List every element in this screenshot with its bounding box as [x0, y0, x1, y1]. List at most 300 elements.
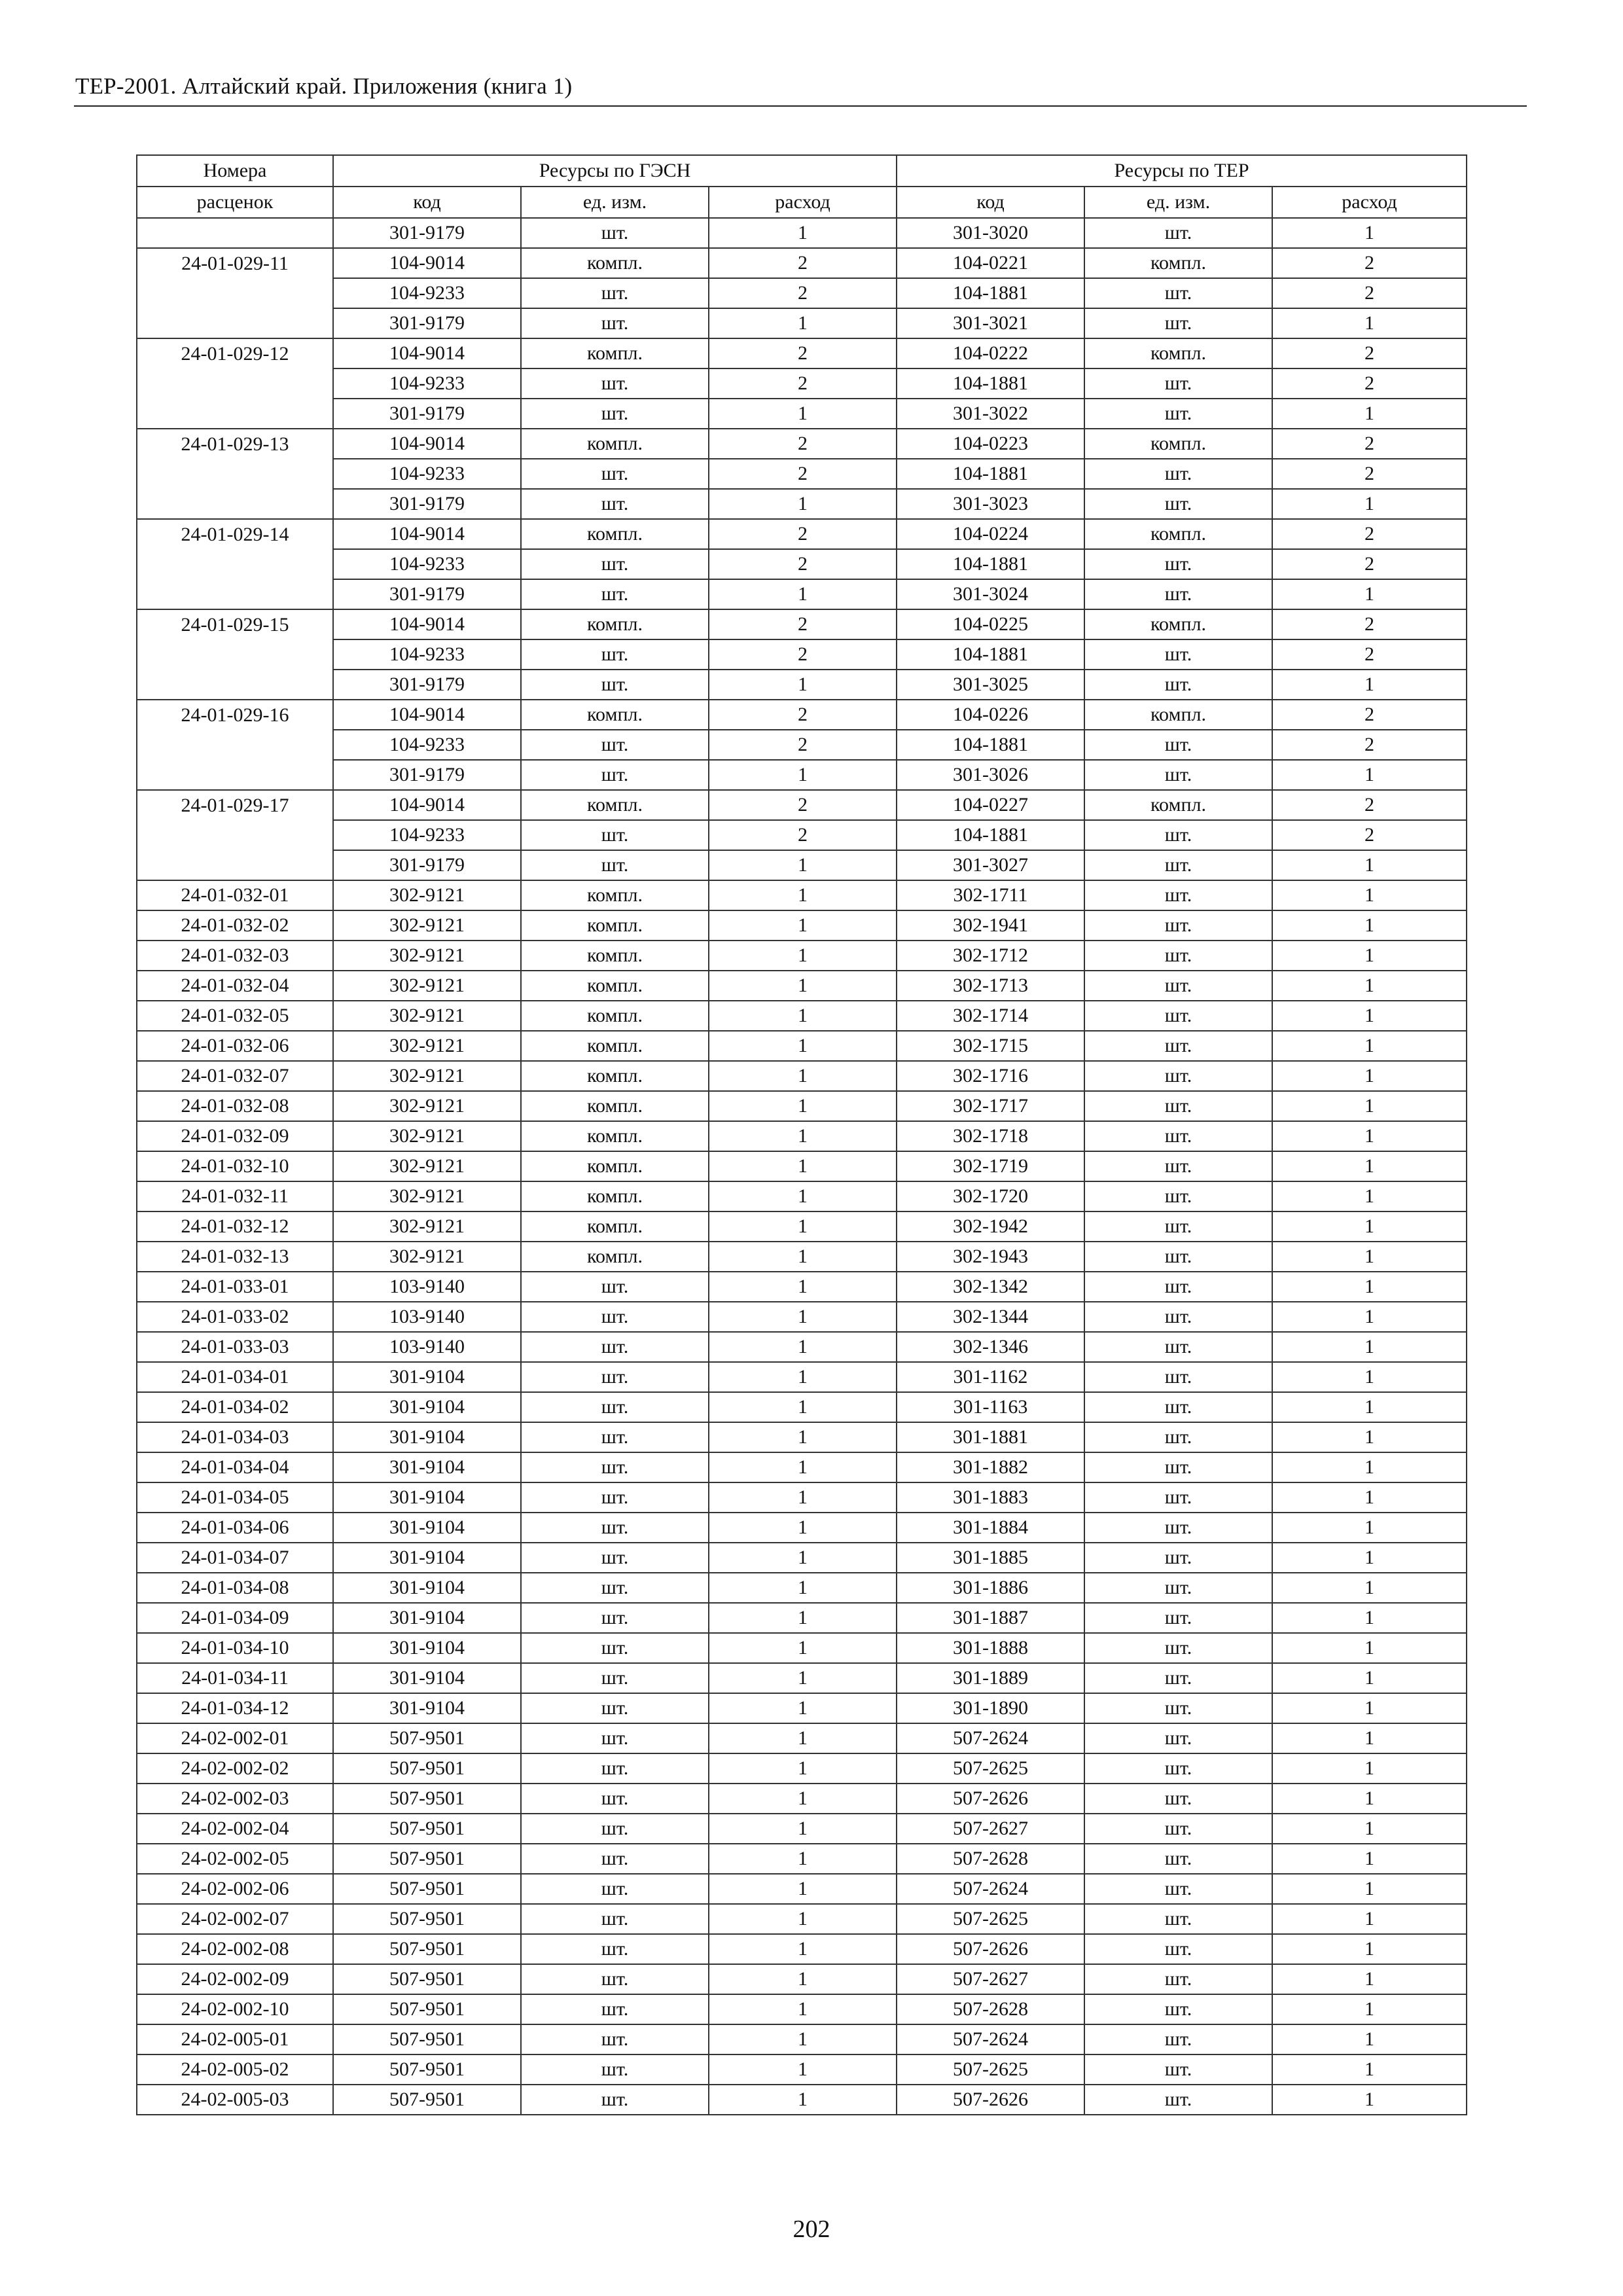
rate-number-cell: [137, 760, 333, 790]
table-row: [137, 760, 1467, 790]
rate-number-cell: 24-01-032-13: [137, 1242, 333, 1272]
gesn-amount-cell: 1: [709, 1753, 897, 1784]
ter-code-cell: 104-0223: [897, 429, 1084, 459]
gesn-code-cell: 302-9121: [333, 971, 521, 1001]
gesn-code-cell: 104-9233: [333, 278, 521, 308]
ter-amount-cell: 2: [1272, 639, 1467, 670]
gesn-unit-cell: компл.: [521, 941, 709, 971]
gesn-code-cell: 301-9179: [333, 399, 521, 429]
gesn-unit-cell: компл.: [521, 519, 709, 549]
gesn-amount-cell: 1: [709, 880, 897, 910]
ter-unit-cell: компл.: [1084, 429, 1272, 459]
gesn-amount-cell: 2: [709, 639, 897, 670]
ter-amount-cell: 2: [1272, 700, 1467, 730]
ter-amount-cell: 2: [1272, 459, 1467, 489]
header-gesn-code: код: [333, 187, 521, 218]
ter-code-cell: 104-1881: [897, 639, 1084, 670]
gesn-code-cell: 103-9140: [333, 1332, 521, 1362]
gesn-unit-cell: шт.: [521, 1362, 709, 1392]
ter-unit-cell: шт.: [1084, 1603, 1272, 1633]
table-row: [137, 1573, 1467, 1603]
header-rule: [74, 105, 1527, 107]
ter-code-cell: 301-1888: [897, 1633, 1084, 1663]
gesn-unit-cell: компл.: [521, 1151, 709, 1181]
gesn-amount-cell: 1: [709, 1061, 897, 1091]
gesn-amount-cell: 1: [709, 1994, 897, 2024]
ter-unit-cell: шт.: [1084, 910, 1272, 941]
ter-amount-cell: 1: [1272, 1001, 1467, 1031]
gesn-amount-cell: 1: [709, 1031, 897, 1061]
table-row: [137, 1904, 1467, 1934]
ter-amount-cell: 1: [1272, 1573, 1467, 1603]
rate-number-cell: 24-01-034-09: [137, 1603, 333, 1633]
ter-unit-cell: шт.: [1084, 639, 1272, 670]
ter-unit-cell: шт.: [1084, 1814, 1272, 1844]
table-row: [137, 1422, 1467, 1452]
ter-unit-cell: шт.: [1084, 1392, 1272, 1422]
gesn-code-cell: 301-9104: [333, 1362, 521, 1392]
ter-code-cell: 507-2627: [897, 1814, 1084, 1844]
ter-code-cell: 104-0222: [897, 338, 1084, 368]
gesn-unit-cell: шт.: [521, 549, 709, 579]
ter-amount-cell: 1: [1272, 1934, 1467, 1964]
gesn-amount-cell: 1: [709, 1934, 897, 1964]
gesn-amount-cell: 2: [709, 338, 897, 368]
gesn-unit-cell: компл.: [521, 248, 709, 278]
gesn-amount-cell: 2: [709, 730, 897, 760]
ter-unit-cell: компл.: [1084, 519, 1272, 549]
gesn-amount-cell: 1: [709, 1091, 897, 1121]
ter-code-cell: 301-1890: [897, 1693, 1084, 1723]
gesn-amount-cell: 2: [709, 429, 897, 459]
gesn-code-cell: 507-9501: [333, 1784, 521, 1814]
ter-amount-cell: 1: [1272, 489, 1467, 519]
gesn-unit-cell: шт.: [521, 1332, 709, 1362]
ter-unit-cell: шт.: [1084, 971, 1272, 1001]
ter-unit-cell: шт.: [1084, 1964, 1272, 1994]
gesn-unit-cell: шт.: [521, 1693, 709, 1723]
ter-unit-cell: шт.: [1084, 1302, 1272, 1332]
header-gesn-group: Ресурсы по ГЭСН: [333, 155, 897, 187]
ter-unit-cell: шт.: [1084, 1934, 1272, 1964]
ter-unit-cell: шт.: [1084, 2054, 1272, 2085]
table-body: [137, 218, 1467, 2115]
header-row-1: [137, 155, 1467, 187]
gesn-unit-cell: компл.: [521, 1091, 709, 1121]
gesn-unit-cell: шт.: [521, 1513, 709, 1543]
table-row: [137, 1844, 1467, 1874]
ter-unit-cell: шт.: [1084, 579, 1272, 609]
gesn-code-cell: 507-9501: [333, 1904, 521, 1934]
ter-unit-cell: шт.: [1084, 1332, 1272, 1362]
gesn-code-cell: 104-9014: [333, 248, 521, 278]
rate-number-cell: 24-02-002-07: [137, 1904, 333, 1934]
gesn-amount-cell: 1: [709, 1392, 897, 1422]
rate-number-cell: 24-01-029-15: [137, 609, 333, 639]
table-row: [137, 1031, 1467, 1061]
ter-amount-cell: 1: [1272, 941, 1467, 971]
rate-number-cell: 24-02-002-08: [137, 1934, 333, 1964]
table-row: [137, 429, 1467, 459]
gesn-code-cell: 302-9121: [333, 880, 521, 910]
ter-code-cell: 507-2628: [897, 1844, 1084, 1874]
rate-number-cell: 24-01-029-16: [137, 700, 333, 730]
ter-code-cell: 301-1887: [897, 1603, 1084, 1633]
gesn-unit-cell: компл.: [521, 1121, 709, 1151]
ter-code-cell: 507-2624: [897, 1723, 1084, 1753]
table-row: [137, 338, 1467, 368]
gesn-unit-cell: шт.: [521, 1994, 709, 2024]
ter-amount-cell: 1: [1272, 1874, 1467, 1904]
rate-number-cell: 24-02-002-06: [137, 1874, 333, 1904]
ter-unit-cell: шт.: [1084, 1272, 1272, 1302]
table-row: [137, 368, 1467, 399]
ter-code-cell: 301-3022: [897, 399, 1084, 429]
gesn-amount-cell: 2: [709, 248, 897, 278]
ter-amount-cell: 1: [1272, 1302, 1467, 1332]
gesn-amount-cell: 1: [709, 850, 897, 880]
gesn-code-cell: 507-9501: [333, 1994, 521, 2024]
rate-number-cell: 24-01-033-03: [137, 1332, 333, 1362]
gesn-amount-cell: 1: [709, 670, 897, 700]
ter-unit-cell: шт.: [1084, 1663, 1272, 1693]
gesn-code-cell: 301-9179: [333, 850, 521, 880]
gesn-code-cell: 507-9501: [333, 1964, 521, 1994]
table-row: [137, 1603, 1467, 1633]
ter-unit-cell: шт.: [1084, 1874, 1272, 1904]
ter-code-cell: 301-1886: [897, 1573, 1084, 1603]
ter-amount-cell: 1: [1272, 2085, 1467, 2115]
ter-code-cell: 302-1346: [897, 1332, 1084, 1362]
ter-unit-cell: компл.: [1084, 790, 1272, 820]
ter-unit-cell: шт.: [1084, 1422, 1272, 1452]
gesn-code-cell: 507-9501: [333, 2024, 521, 2054]
table-row: [137, 2085, 1467, 2115]
rate-number-cell: [137, 850, 333, 880]
rate-number-cell: 24-01-032-09: [137, 1121, 333, 1151]
ter-unit-cell: шт.: [1084, 1452, 1272, 1482]
ter-unit-cell: шт.: [1084, 1573, 1272, 1603]
gesn-amount-cell: 1: [709, 1663, 897, 1693]
table-row: [137, 1874, 1467, 1904]
ter-amount-cell: 1: [1272, 1723, 1467, 1753]
gesn-unit-cell: шт.: [521, 1814, 709, 1844]
ter-unit-cell: шт.: [1084, 1693, 1272, 1723]
gesn-code-cell: 301-9104: [333, 1482, 521, 1513]
table-row: [137, 579, 1467, 609]
gesn-unit-cell: компл.: [521, 1001, 709, 1031]
gesn-unit-cell: компл.: [521, 910, 709, 941]
gesn-amount-cell: 2: [709, 368, 897, 399]
ter-code-cell: 301-3021: [897, 308, 1084, 338]
gesn-amount-cell: 1: [709, 1874, 897, 1904]
table-row: [137, 730, 1467, 760]
header-ter-unit: ед. изм.: [1084, 187, 1272, 218]
gesn-amount-cell: 2: [709, 459, 897, 489]
gesn-code-cell: 302-9121: [333, 1091, 521, 1121]
gesn-code-cell: 301-9104: [333, 1663, 521, 1693]
rate-number-cell: 24-01-032-05: [137, 1001, 333, 1031]
table-row: [137, 1693, 1467, 1723]
gesn-unit-cell: шт.: [521, 1934, 709, 1964]
ter-unit-cell: шт.: [1084, 489, 1272, 519]
ter-code-cell: 302-1344: [897, 1302, 1084, 1332]
gesn-unit-cell: шт.: [521, 1603, 709, 1633]
rate-number-cell: [137, 368, 333, 399]
gesn-code-cell: 104-9014: [333, 609, 521, 639]
table-row: [137, 1513, 1467, 1543]
table-row: [137, 1001, 1467, 1031]
gesn-code-cell: 301-9179: [333, 489, 521, 519]
rate-number-cell: 24-01-029-17: [137, 790, 333, 820]
gesn-amount-cell: 1: [709, 1543, 897, 1573]
ter-amount-cell: 1: [1272, 1181, 1467, 1211]
gesn-code-cell: 302-9121: [333, 1121, 521, 1151]
gesn-unit-cell: шт.: [521, 850, 709, 880]
gesn-code-cell: 507-9501: [333, 2054, 521, 2085]
gesn-code-cell: 302-9121: [333, 1031, 521, 1061]
gesn-code-cell: 302-9121: [333, 1181, 521, 1211]
gesn-unit-cell: компл.: [521, 1211, 709, 1242]
ter-amount-cell: 1: [1272, 1784, 1467, 1814]
table-row: [137, 971, 1467, 1001]
gesn-code-cell: 302-9121: [333, 1211, 521, 1242]
ter-code-cell: 104-0227: [897, 790, 1084, 820]
gesn-amount-cell: 2: [709, 790, 897, 820]
gesn-code-cell: 104-9014: [333, 790, 521, 820]
ter-unit-cell: шт.: [1084, 1543, 1272, 1573]
table-row: [137, 1181, 1467, 1211]
table-row: [137, 1663, 1467, 1693]
ter-unit-cell: шт.: [1084, 1482, 1272, 1513]
gesn-code-cell: 103-9140: [333, 1302, 521, 1332]
gesn-amount-cell: 1: [709, 910, 897, 941]
header-ter-amount: расход: [1272, 187, 1467, 218]
gesn-amount-cell: 1: [709, 1272, 897, 1302]
ter-code-cell: 104-0224: [897, 519, 1084, 549]
table-row: [137, 941, 1467, 971]
ter-amount-cell: 1: [1272, 1422, 1467, 1452]
ter-unit-cell: шт.: [1084, 1633, 1272, 1663]
gesn-amount-cell: 1: [709, 1332, 897, 1362]
ter-unit-cell: шт.: [1084, 1723, 1272, 1753]
ter-code-cell: 104-1881: [897, 459, 1084, 489]
rate-number-cell: 24-01-032-02: [137, 910, 333, 941]
ter-unit-cell: шт.: [1084, 1362, 1272, 1392]
gesn-unit-cell: шт.: [521, 1723, 709, 1753]
rate-number-cell: 24-01-034-05: [137, 1482, 333, 1513]
table-row: [137, 2024, 1467, 2054]
gesn-unit-cell: шт.: [521, 2085, 709, 2115]
table-row: [137, 1994, 1467, 2024]
table-row: [137, 1091, 1467, 1121]
ter-unit-cell: шт.: [1084, 399, 1272, 429]
rate-number-cell: 24-02-002-04: [137, 1814, 333, 1844]
rate-number-cell: 24-02-002-05: [137, 1844, 333, 1874]
gesn-unit-cell: шт.: [521, 1753, 709, 1784]
header-gesn-unit: ед. изм.: [521, 187, 709, 218]
rate-number-cell: 24-01-029-14: [137, 519, 333, 549]
ter-code-cell: 507-2624: [897, 1874, 1084, 1904]
gesn-unit-cell: шт.: [521, 399, 709, 429]
gesn-amount-cell: 2: [709, 609, 897, 639]
ter-amount-cell: 2: [1272, 429, 1467, 459]
ter-amount-cell: 1: [1272, 1814, 1467, 1844]
gesn-amount-cell: 1: [709, 1151, 897, 1181]
table-row: [137, 1633, 1467, 1663]
ter-unit-cell: компл.: [1084, 338, 1272, 368]
gesn-unit-cell: шт.: [521, 1904, 709, 1934]
gesn-unit-cell: шт.: [521, 368, 709, 399]
rate-number-cell: [137, 579, 333, 609]
table-head: [137, 155, 1467, 218]
gesn-unit-cell: шт.: [521, 1784, 709, 1814]
gesn-unit-cell: шт.: [521, 1392, 709, 1422]
gesn-unit-cell: шт.: [521, 1452, 709, 1482]
gesn-unit-cell: компл.: [521, 971, 709, 1001]
ter-amount-cell: 2: [1272, 368, 1467, 399]
gesn-unit-cell: шт.: [521, 1482, 709, 1513]
ter-amount-cell: 1: [1272, 670, 1467, 700]
ter-unit-cell: шт.: [1084, 1181, 1272, 1211]
table-row: [137, 519, 1467, 549]
table-row: [137, 670, 1467, 700]
rate-number-cell: [137, 399, 333, 429]
ter-unit-cell: шт.: [1084, 1242, 1272, 1272]
ter-unit-cell: шт.: [1084, 2085, 1272, 2115]
ter-amount-cell: 1: [1272, 1482, 1467, 1513]
gesn-code-cell: 104-9014: [333, 700, 521, 730]
table-row: [137, 1784, 1467, 1814]
gesn-amount-cell: 1: [709, 1121, 897, 1151]
table-row: [137, 1362, 1467, 1392]
rate-number-cell: [137, 639, 333, 670]
ter-unit-cell: шт.: [1084, 2024, 1272, 2054]
ter-code-cell: 104-1881: [897, 278, 1084, 308]
ter-code-cell: 301-1883: [897, 1482, 1084, 1513]
table-row: [137, 790, 1467, 820]
ter-unit-cell: компл.: [1084, 609, 1272, 639]
rate-number-cell: 24-01-032-07: [137, 1061, 333, 1091]
ter-amount-cell: 1: [1272, 1693, 1467, 1723]
gesn-code-cell: 301-9104: [333, 1603, 521, 1633]
ter-code-cell: 301-1885: [897, 1543, 1084, 1573]
gesn-unit-cell: шт.: [521, 1573, 709, 1603]
ter-unit-cell: шт.: [1084, 1211, 1272, 1242]
table-row: [137, 1482, 1467, 1513]
ter-unit-cell: шт.: [1084, 880, 1272, 910]
table-row: [137, 549, 1467, 579]
gesn-amount-cell: 1: [709, 399, 897, 429]
ter-code-cell: 302-1711: [897, 880, 1084, 910]
gesn-unit-cell: шт.: [521, 1964, 709, 1994]
ter-code-cell: 302-1719: [897, 1151, 1084, 1181]
table-row: [137, 1452, 1467, 1482]
rate-number-cell: [137, 459, 333, 489]
gesn-code-cell: 301-9104: [333, 1422, 521, 1452]
gesn-unit-cell: шт.: [521, 459, 709, 489]
ter-amount-cell: 2: [1272, 519, 1467, 549]
ter-amount-cell: 1: [1272, 1091, 1467, 1121]
ter-unit-cell: шт.: [1084, 820, 1272, 850]
rate-number-cell: 24-01-034-03: [137, 1422, 333, 1452]
gesn-amount-cell: 1: [709, 1723, 897, 1753]
rate-number-cell: 24-01-034-07: [137, 1543, 333, 1573]
gesn-amount-cell: 1: [709, 1633, 897, 1663]
ter-amount-cell: 1: [1272, 579, 1467, 609]
ter-amount-cell: 1: [1272, 1633, 1467, 1663]
ter-code-cell: 302-1943: [897, 1242, 1084, 1272]
header-gesn-amount: расход: [709, 187, 897, 218]
gesn-unit-cell: шт.: [521, 579, 709, 609]
ter-code-cell: 507-2627: [897, 1964, 1084, 1994]
ter-code-cell: 302-1718: [897, 1121, 1084, 1151]
gesn-code-cell: 301-9179: [333, 760, 521, 790]
rate-number-cell: [137, 820, 333, 850]
gesn-amount-cell: 2: [709, 278, 897, 308]
rate-number-cell: 24-02-002-02: [137, 1753, 333, 1784]
gesn-unit-cell: компл.: [521, 609, 709, 639]
gesn-code-cell: 104-9014: [333, 519, 521, 549]
gesn-amount-cell: 1: [709, 489, 897, 519]
ter-amount-cell: 1: [1272, 399, 1467, 429]
table-row: [137, 248, 1467, 278]
gesn-unit-cell: компл.: [521, 880, 709, 910]
gesn-code-cell: 507-9501: [333, 1934, 521, 1964]
ter-code-cell: 302-1720: [897, 1181, 1084, 1211]
rate-number-cell: 24-01-032-06: [137, 1031, 333, 1061]
rate-number-cell: 24-01-032-01: [137, 880, 333, 910]
ter-amount-cell: 1: [1272, 218, 1467, 248]
gesn-code-cell: 301-9179: [333, 579, 521, 609]
table-row: [137, 1814, 1467, 1844]
ter-amount-cell: 1: [1272, 1362, 1467, 1392]
page-header-title: ТЕР-2001. Алтайский край. Приложения (книга 1): [75, 73, 573, 99]
ter-code-cell: 301-1882: [897, 1452, 1084, 1482]
ter-unit-cell: компл.: [1084, 700, 1272, 730]
gesn-amount-cell: 1: [709, 1362, 897, 1392]
rate-number-cell: 24-01-034-02: [137, 1392, 333, 1422]
ter-unit-cell: шт.: [1084, 760, 1272, 790]
gesn-amount-cell: 1: [709, 1001, 897, 1031]
table-row: [137, 820, 1467, 850]
resources-table: [136, 154, 1467, 2115]
gesn-unit-cell: шт.: [521, 278, 709, 308]
rate-number-cell: 24-01-033-01: [137, 1272, 333, 1302]
rate-number-cell: 24-01-029-12: [137, 338, 333, 368]
ter-amount-cell: 1: [1272, 1121, 1467, 1151]
gesn-code-cell: 301-9179: [333, 308, 521, 338]
ter-unit-cell: шт.: [1084, 1994, 1272, 2024]
ter-amount-cell: 1: [1272, 2024, 1467, 2054]
ter-code-cell: 301-1163: [897, 1392, 1084, 1422]
gesn-unit-cell: шт.: [521, 1272, 709, 1302]
ter-amount-cell: 2: [1272, 820, 1467, 850]
rate-number-cell: 24-01-034-11: [137, 1663, 333, 1693]
ter-amount-cell: 2: [1272, 549, 1467, 579]
gesn-code-cell: 104-9014: [333, 338, 521, 368]
gesn-code-cell: 302-9121: [333, 910, 521, 941]
table-row: [137, 700, 1467, 730]
ter-code-cell: 301-1162: [897, 1362, 1084, 1392]
rate-number-cell: 24-02-002-01: [137, 1723, 333, 1753]
ter-amount-cell: 2: [1272, 278, 1467, 308]
ter-code-cell: 302-1342: [897, 1272, 1084, 1302]
gesn-unit-cell: шт.: [521, 489, 709, 519]
gesn-code-cell: 301-9104: [333, 1633, 521, 1663]
ter-code-cell: 507-2626: [897, 2085, 1084, 2115]
table-row: [137, 1302, 1467, 1332]
